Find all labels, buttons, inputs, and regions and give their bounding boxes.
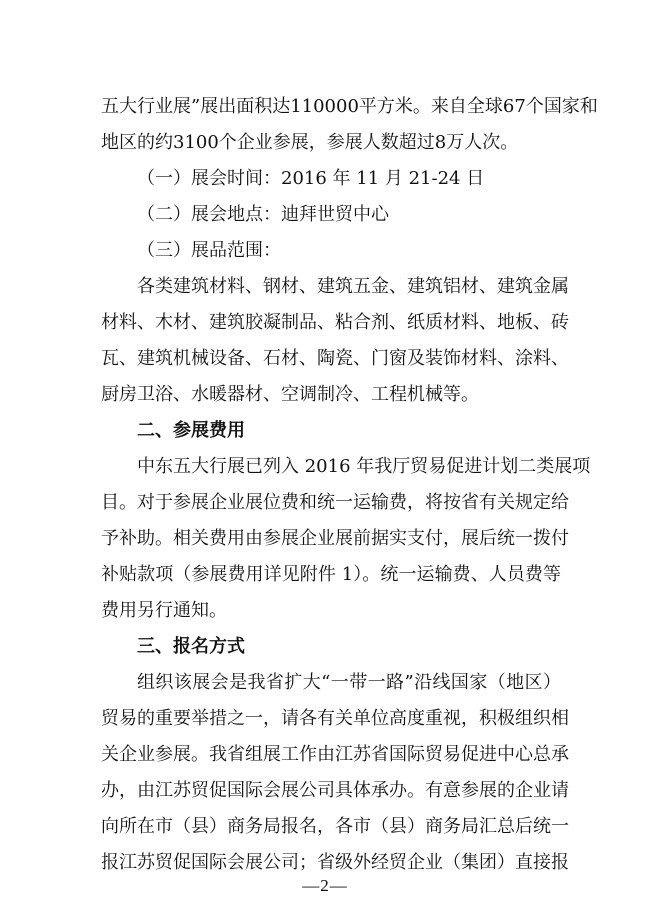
body-text-line: 向所在市（县）商务局报名，各市（县）商务局汇总后统一 xyxy=(101,816,569,837)
body-text-line: 报江苏贸促国际会展公司；省级外经贸企业（集团）直接报 xyxy=(101,852,569,873)
body-text-line: 关企业参展。我省组展工作由江苏省国际贸易促进中心总承 xyxy=(101,744,569,765)
body-text-line: 材料、木材、建筑胶凝制品、粘合剂、纸质材料、地板、砖 xyxy=(101,312,569,333)
body-text-line: 地区的约3100个企业参展，参展人数超过8万人次。 xyxy=(101,132,519,153)
body-text-line: 予补助。相关费用由参展企业展前据实支付，展后统一拨付 xyxy=(101,528,569,549)
body-text-line: 各类建筑材料、钢材、建筑五金、建筑铝材、建筑金属 xyxy=(137,276,569,297)
page-number: —2— xyxy=(302,876,348,895)
body-text-line: 组织该展会是我省扩大“一带一路”沿线国家（地区） xyxy=(137,672,561,693)
exhibition-time: （一）展会时间：2016 年 11 月 21-24 日 xyxy=(137,168,485,189)
body-text-line: 目。对于参展企业展位费和统一运输费，将按省有关规定给 xyxy=(101,492,569,513)
body-text-line: 中东五大行展已列入 2016 年我厅贸易促进计划二类展项 xyxy=(137,456,591,477)
body-text-line: 贸易的重要举措之一，请各有关单位高度重视，积极组织相 xyxy=(101,708,569,729)
section-heading-registration: 三、报名方式 xyxy=(137,636,245,657)
exhibit-scope-label: （三）展品范围： xyxy=(137,240,281,261)
body-text-line: 五大行业展”展出面积达110000平方米。来自全球67个国家和 xyxy=(101,96,598,117)
body-text-line: 补贴款项（参展费用详见附件 1）。统一运输费、人员费等 xyxy=(101,564,561,585)
body-text-line: 厨房卫浴、水暖器材、空调制冷、工程机械等。 xyxy=(101,384,479,405)
body-text-line: 瓦、建筑机械设备、石材、陶瓷、门窗及装饰材料、涂料、 xyxy=(101,348,569,369)
section-heading-fees: 二、参展费用 xyxy=(137,420,245,441)
body-text-line: 办，由江苏贸促国际会展公司具体承办。有意参展的企业请 xyxy=(101,780,569,801)
body-text-line: 费用另行通知。 xyxy=(101,600,227,621)
exhibition-venue: （二）展会地点：迪拜世贸中心 xyxy=(137,204,389,225)
